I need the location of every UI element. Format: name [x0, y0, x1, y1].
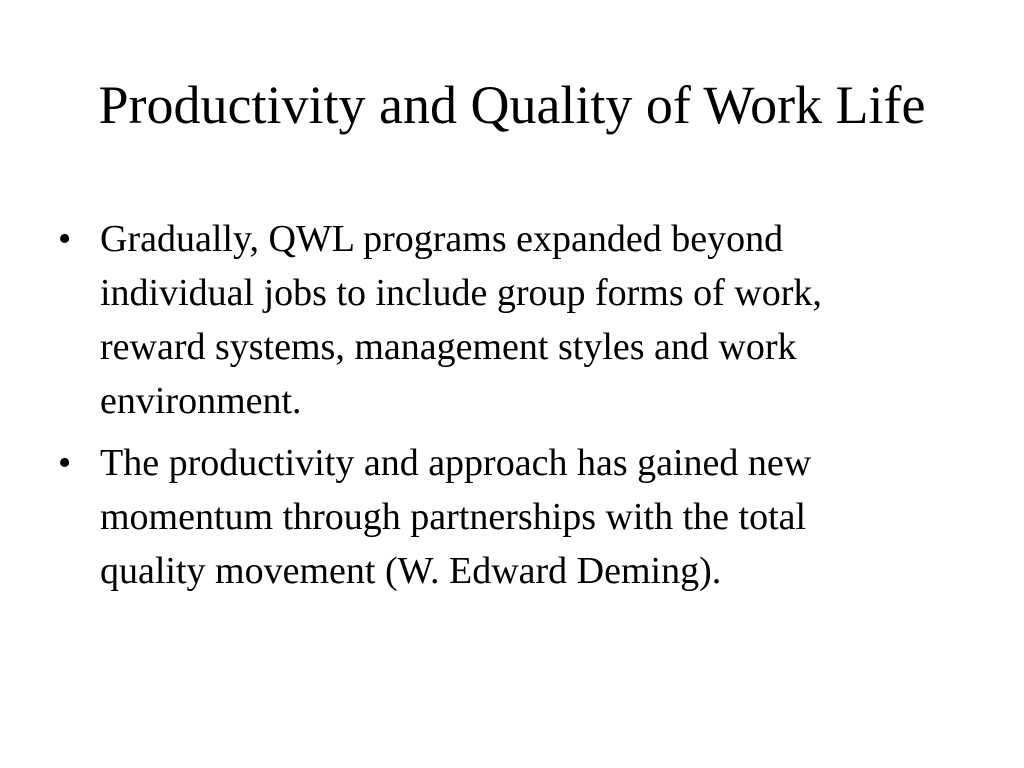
bullet-list	[58, 212, 978, 606]
bullet-marker: •	[58, 442, 72, 484]
bullet-text: Gradually, QWL programs expanded beyond individual jobs to include group forms of work, reward systems, management styles and work environment.	[100, 218, 822, 422]
bullet-item	[58, 436, 978, 598]
bullet-text: The productivity and approach has gained new momentum through partnerships with the total quality movement (W. Edward Deming).	[100, 442, 812, 592]
slide-title: Productivity and Quality of Work Life	[98, 75, 926, 135]
bullet-item	[58, 212, 978, 428]
bullet-marker: •	[58, 218, 72, 260]
